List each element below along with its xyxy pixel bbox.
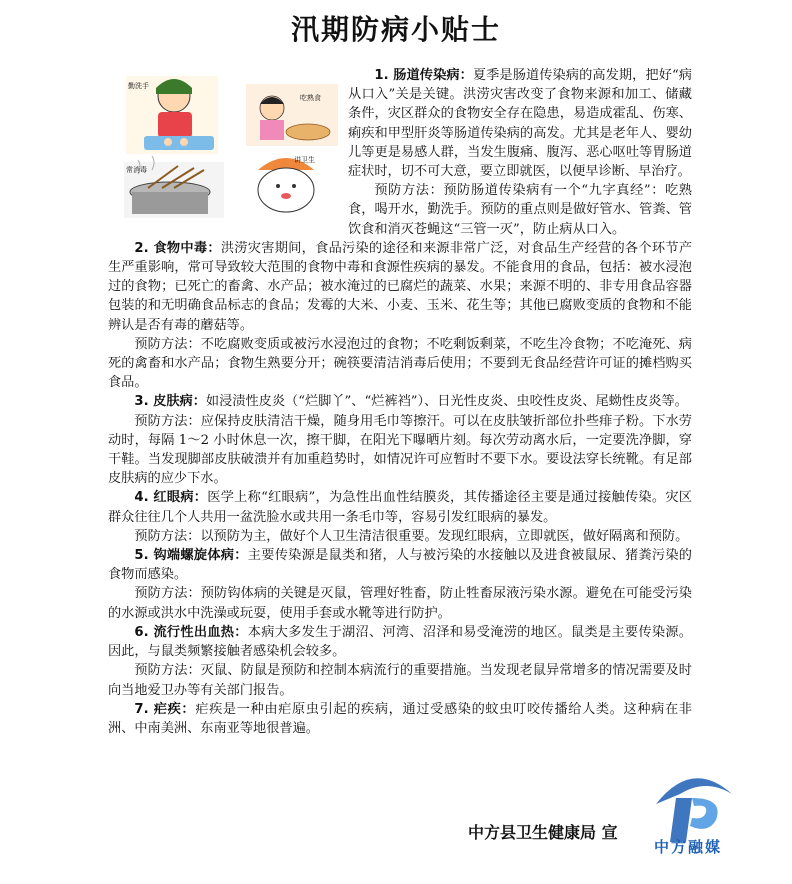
label-disinfect: 常消毒 — [126, 166, 147, 174]
section-text: 主要传染源是鼠类和猪，人与被污染的水接触以及进食被鼠尿、猪粪污染的食物而感染。 — [108, 548, 692, 583]
section-5-prevention: 预防方法：预防钩体病的关键是灭鼠，管理好牲畜，防止牲畜尿液污染水源。避免在可能受污染的水源或洪水中洗澡或玩耍，使用手套或水靴等进行防护。 — [108, 586, 692, 621]
section-3-prevention: 预防方法：应保持皮肤清洁干燥，随身用毛巾等擦汗。可以在皮肤皱折部位扑些痱子粉。下水劳动时，每隔 1～2 小时休息一次，擦干脚，在阳光下曝晒片刻。每次劳动离水后，一定要洗净脚，穿干鞋。当发现脚部皮肤破溃并有加重趋势时，如情况许可应暂时不要下水。要设法穿长统靴。有足部皮肤病的应少下水。 — [108, 413, 692, 487]
section-2 — [108, 239, 692, 335]
label-eat-cooked: 吃熟食 — [300, 94, 321, 102]
section-heading: 3. 皮肤病： — [134, 394, 206, 410]
section-3 — [108, 392, 692, 411]
section-heading: 6. 流行性出血热： — [134, 624, 248, 640]
article-body — [108, 66, 692, 738]
page-title: 汛期防病小贴士 — [290, 13, 501, 46]
section-text: 疟疾是一种由疟原虫引起的疾病，通过受感染的蚊虫叮咬传播给人类。这种病在非洲、中南美洲、东南亚等地很普遍。 — [108, 701, 692, 736]
section-text: 洪涝灾害期间，食品污染的途径和来源非常广泛，对食品生产经营的各个环节产生严重影响，常可导致较大范围的食物中毒和食源性疾病的暴发。不能食用的食品，包括：被水浸泡过的食物；已死亡的畜禽、水产品；被水淹过的已腐烂的蔬菜、水果；来源不明的、非专用食品容器包装的和无明确食品标志的食品；发霉的大米、小麦、玉米、花生等；其他已腐败变质的食物和不能辨认是否有毒的蘑菇等。 — [108, 240, 693, 333]
label-wash-hands: 勤洗手 — [128, 82, 149, 90]
section-heading: 7. 疟疾： — [134, 701, 196, 717]
section-text: 医学上称“红眼病”，为急性出血性结膜炎，其传播途径主要是通过接触传染。灾区群众往往几个人共用一盆洗脸水或共用一条毛巾等，容易引发红眼病的暴发。 — [108, 490, 692, 525]
section-text: 如浸渍性皮炎（“烂脚丫”、“烂裤裆”）、日光性皮炎、虫咬性皮炎、尾蚴性皮炎等。 — [205, 394, 688, 410]
illustration-space — [108, 66, 348, 220]
section-4 — [108, 488, 692, 526]
section-6 — [108, 623, 692, 661]
section-5 — [108, 546, 692, 584]
section-heading: 2. 食物中毒： — [134, 240, 221, 256]
media-logo-text: 中方融媒 — [654, 838, 723, 856]
section-text: 夏季是肠道传染病的高发期，把好“病从口入”关是关键。洪涝灾害改变了食物来源和加工、储藏条件，灾区群众的食物安全存在隐患，易造成霍乱、伤寒、痢疾和甲型肝炎等肠道传染病的高发。尤其是老年人、婴幼儿等更是易感人群，当发生腹痛、腹泻、恶心呕吐等胃肠道症状时，切不可大意，要立即就医，以便早诊断、早治疗。 — [348, 68, 692, 180]
section-heading: 5. 钩端螺旋体病： — [134, 548, 248, 564]
publisher-signature: 中方县卫生健康局 宣 — [468, 823, 618, 842]
section-text: 本病大多发生于湖沼、河湾、沼泽和易受淹涝的地区。鼠类是主要传染源。因此，与鼠类频繁接触者感染机会较多。 — [108, 624, 692, 660]
section-4-prevention: 预防方法：以预防为主，做好个人卫生清洁很重要。发现红眼病，立即就医，做好隔离和预防。 — [134, 528, 689, 544]
section-7 — [108, 700, 692, 738]
label-hygiene: 讲卫生 — [294, 156, 315, 164]
section-heading: 1. 肠道传染病： — [374, 68, 473, 83]
section-2-prevention: 预防方法：不吃腐败变质或被污水浸泡过的食物；不吃剩饭剩菜，不吃生冷食物；不吃淹死、病死的禽畜和水产品；食物生熟要分开；碗筷要清洁消毒后使用；不要到无食品经营许可证的摊档购买食品。 — [108, 336, 692, 391]
section-heading: 4. 红眼病： — [134, 490, 208, 506]
section-1-prevention: 预防方法：预防肠道传染病有一个“九字真经”：吃熟食，喝开水，勤洗手。预防的重点则是做好管水、管粪、管饮食和消灭苍蝇这“三管一灭”，防止病从口入。 — [348, 183, 692, 237]
section-6-prevention: 预防方法：灭鼠、防鼠是预防和控制本病流行的重要措施。当发现老鼠异常增多的情况需要及时向当地爱卫办等有关部门报告。 — [108, 663, 692, 698]
